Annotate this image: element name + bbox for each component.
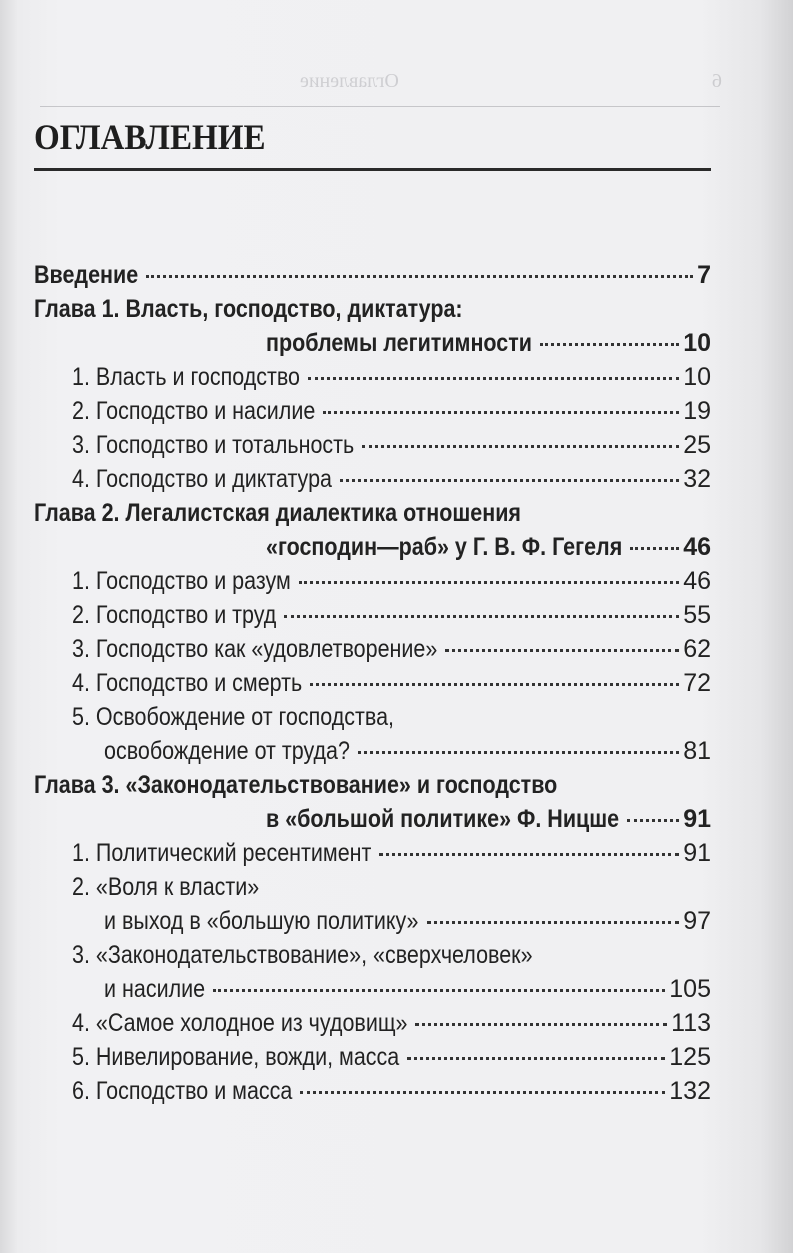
dot-leader [284,615,679,618]
bleed-through-header: Оглавление [300,70,399,92]
toc-chapter-entry[interactable] [34,802,711,836]
toc-section-entry[interactable] [34,428,711,462]
toc-entry-title: в «большой политике» Ф. Ницше [266,805,620,833]
toc-entry-title: 2. «Воля к власти» [72,873,260,901]
dot-leader [445,649,679,652]
toc-section-entry[interactable] [34,632,711,666]
toc-section-entry[interactable] [34,700,711,734]
toc-page-number: 72 [683,669,711,697]
dot-leader [627,819,679,822]
toc-page-number: 62 [683,635,711,663]
toc-entry-title: 2. Господство и труд [72,601,277,629]
dot-leader [340,479,679,482]
dot-leader [146,275,693,278]
toc-entry-title: 4. «Самое холодное из чудовищ» [72,1009,408,1037]
dot-leader [540,343,679,346]
toc-section-entry[interactable] [34,666,711,700]
dot-leader [427,921,680,924]
toc-entry-title: проблемы легитимности [266,329,532,357]
toc-entry-title: 2. Господство и насилие [72,397,316,425]
toc-page-number: 46 [683,533,711,561]
toc-page-number: 7 [697,261,711,289]
toc-entry-title: освобождение от труда? [104,737,350,765]
toc-section-entry[interactable] [34,394,711,428]
toc-entry-title: 6. Господство и масса [72,1077,293,1105]
toc-entry-title: «господин—раб» у Г. В. Ф. Гегеля [266,533,623,561]
toc-page-number: 97 [683,907,711,935]
table-of-contents [34,258,711,1108]
toc-page-number: 132 [669,1077,711,1105]
toc-entry-title: 1. Политический ресентимент [72,839,372,867]
toc-section-entry[interactable] [34,360,711,394]
toc-entry-title: Глава 2. Легалистская диалектика отношения [34,499,521,527]
dot-leader [299,581,679,584]
page-title: ОГЛАВЛЕНИЕ [34,117,266,157]
toc-page-number: 91 [683,839,711,867]
toc-page-number: 19 [683,397,711,425]
bleed-through-page-number: 6 [712,70,722,92]
toc-section-entry[interactable] [34,972,711,1006]
dot-leader [415,1023,667,1026]
dot-leader [323,411,679,414]
dot-leader [300,1091,665,1094]
toc-page-number: 81 [683,737,711,765]
toc-section-entry[interactable] [34,734,711,768]
toc-section-entry[interactable] [34,904,711,938]
toc-page-number: 10 [683,363,711,391]
dot-leader [407,1057,665,1060]
title-underline [34,168,711,171]
dot-leader [308,377,679,380]
toc-page-number: 25 [683,431,711,459]
toc-page-number: 10 [683,329,711,357]
toc-chapter-entry[interactable] [34,496,711,530]
toc-entry-title: Введение [34,261,139,289]
toc-section-entry[interactable] [34,1040,711,1074]
toc-page-number: 46 [683,567,711,595]
toc-chapter-entry[interactable] [34,530,711,564]
bleed-through-rule [40,106,720,107]
toc-section-entry[interactable] [34,1074,711,1108]
toc-entry-title: 3. Господство и тотальность [72,431,355,459]
toc-entry-title: Глава 3. «Законодательствование» и господство [34,771,558,799]
toc-section-entry[interactable] [34,1006,711,1040]
toc-page-number: 55 [683,601,711,629]
toc-entry-title: 5. Освобождение от господства, [72,703,395,731]
toc-entry-title: 1. Власть и господство [72,363,300,391]
toc-section-entry[interactable] [34,564,711,598]
toc-entry-title: и выход в «большую политику» [104,907,419,935]
dot-leader [358,751,679,754]
toc-page-number: 125 [669,1043,711,1071]
toc-section-entry[interactable] [34,462,711,496]
toc-page-number: 105 [669,975,711,1003]
toc-entry-title: Глава 1. Власть, господство, диктатура: [34,295,463,323]
dot-leader [630,547,679,550]
toc-chapter-entry[interactable] [34,292,711,326]
toc-chapter-entry[interactable] [34,258,711,292]
toc-chapter-entry[interactable] [34,768,711,802]
toc-entry-title: 4. Господство и диктатура [72,465,332,493]
toc-entry-title: 5. Нивелирование, вожди, масса [72,1043,400,1071]
toc-page-number: 32 [683,465,711,493]
toc-section-entry[interactable] [34,836,711,870]
toc-chapter-entry[interactable] [34,326,711,360]
dot-leader [213,989,665,992]
toc-page-number: 113 [671,1009,711,1037]
toc-section-entry[interactable] [34,870,711,904]
toc-section-entry[interactable] [34,938,711,972]
toc-page-number: 91 [683,805,711,833]
toc-entry-title: 1. Господство и разум [72,567,291,595]
dot-leader [310,683,679,686]
dot-leader [379,853,679,856]
toc-entry-title: 3. «Законодательствование», «сверхчеловек» [72,941,533,969]
toc-section-entry[interactable] [34,598,711,632]
toc-entry-title: 4. Господство и смерть [72,669,303,697]
toc-entry-title: и насилие [104,975,206,1003]
toc-entry-title: 3. Господство как «удовлетворение» [72,635,438,663]
dot-leader [362,445,679,448]
